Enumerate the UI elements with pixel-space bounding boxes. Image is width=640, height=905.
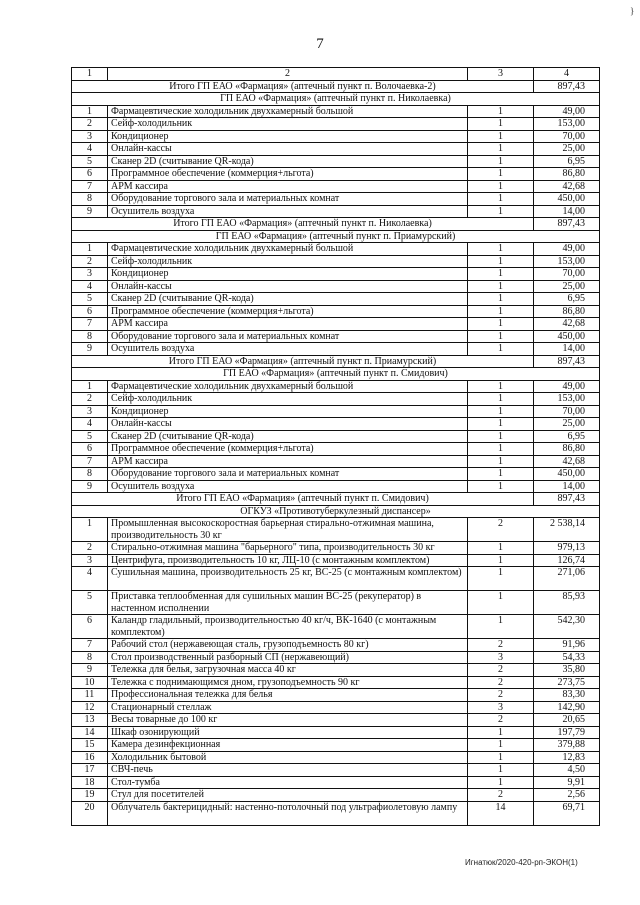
item-name: Кондиционер bbox=[108, 130, 468, 143]
item-quantity: 1 bbox=[468, 751, 534, 764]
item-price: 86,80 bbox=[534, 305, 600, 318]
item-price: 86,80 bbox=[534, 443, 600, 456]
total-price: 897,43 bbox=[534, 218, 600, 231]
total-price: 897,43 bbox=[534, 80, 600, 93]
table-row bbox=[72, 405, 600, 418]
item-price: 49,00 bbox=[534, 243, 600, 256]
item-quantity: 1 bbox=[468, 726, 534, 739]
item-price: 4,50 bbox=[534, 764, 600, 777]
item-quantity: 3 bbox=[468, 651, 534, 664]
table-row bbox=[72, 518, 600, 542]
item-quantity: 1 bbox=[468, 542, 534, 555]
item-price: 91,96 bbox=[534, 639, 600, 652]
item-quantity: 1 bbox=[468, 430, 534, 443]
item-price: 2 538,14 bbox=[534, 518, 600, 542]
table-row bbox=[72, 739, 600, 752]
row-number: 1 bbox=[72, 518, 108, 542]
item-quantity: 1 bbox=[468, 468, 534, 481]
item-quantity: 1 bbox=[468, 243, 534, 256]
table-row bbox=[72, 330, 600, 343]
row-number: 9 bbox=[72, 205, 108, 218]
item-quantity: 3 bbox=[468, 701, 534, 714]
header-col-4: 4 bbox=[534, 68, 600, 81]
table-row bbox=[72, 205, 600, 218]
item-name: Программное обеспечение (коммерция+льгота) bbox=[108, 168, 468, 181]
row-number: 8 bbox=[72, 330, 108, 343]
item-quantity: 1 bbox=[468, 405, 534, 418]
table-row bbox=[72, 801, 600, 825]
item-price: 6,95 bbox=[534, 293, 600, 306]
item-quantity: 1 bbox=[468, 305, 534, 318]
item-name: Сейф-холодильник bbox=[108, 118, 468, 131]
table-row bbox=[72, 443, 600, 456]
item-price: 86,80 bbox=[534, 168, 600, 181]
table-row bbox=[72, 318, 600, 331]
table-row bbox=[72, 676, 600, 689]
table-row bbox=[72, 789, 600, 802]
item-quantity: 2 bbox=[468, 789, 534, 802]
row-number: 1 bbox=[72, 243, 108, 256]
header-col-1: 1 bbox=[72, 68, 108, 81]
row-number: 12 bbox=[72, 701, 108, 714]
table-row bbox=[72, 651, 600, 664]
row-number: 10 bbox=[72, 676, 108, 689]
total-price: 897,43 bbox=[534, 355, 600, 368]
item-price: 450,00 bbox=[534, 193, 600, 206]
item-price: 25,00 bbox=[534, 280, 600, 293]
total-label: Итого ГП ЕАО «Фармация» (аптечный пункт п. Николаевка) bbox=[72, 218, 534, 231]
item-quantity: 2 bbox=[468, 639, 534, 652]
total-label: Итого ГП ЕАО «Фармация» (аптечный пункт п. Волочаевка-2) bbox=[72, 80, 534, 93]
item-name: Осушитель воздуха bbox=[108, 205, 468, 218]
item-price: 25,00 bbox=[534, 143, 600, 156]
item-price: 54,33 bbox=[534, 651, 600, 664]
row-number: 2 bbox=[72, 118, 108, 131]
row-number: 3 bbox=[72, 268, 108, 281]
section-title: ГП ЕАО «Фармация» (аптечный пункт п. Николаевка) bbox=[72, 93, 600, 106]
row-number: 15 bbox=[72, 739, 108, 752]
row-number: 4 bbox=[72, 567, 108, 591]
row-number: 5 bbox=[72, 591, 108, 615]
item-name: Фармацевтические холодильник двухкамерный большой bbox=[108, 105, 468, 118]
row-number: 3 bbox=[72, 130, 108, 143]
table-row bbox=[72, 615, 600, 639]
item-quantity: 1 bbox=[468, 205, 534, 218]
item-quantity: 1 bbox=[468, 193, 534, 206]
item-price: 979,13 bbox=[534, 542, 600, 555]
item-price: 35,80 bbox=[534, 664, 600, 677]
section-header-row bbox=[72, 230, 600, 243]
item-price: 83,30 bbox=[534, 689, 600, 702]
section-title: ОГКУЗ «Противотуберкулезный диспансер» bbox=[72, 505, 600, 518]
item-price: 9,91 bbox=[534, 776, 600, 789]
table-row bbox=[72, 305, 600, 318]
item-price: 153,00 bbox=[534, 393, 600, 406]
item-quantity: 1 bbox=[468, 739, 534, 752]
row-number: 5 bbox=[72, 430, 108, 443]
header-col-3: 3 bbox=[468, 68, 534, 81]
item-price: 14,00 bbox=[534, 205, 600, 218]
item-price: 70,00 bbox=[534, 405, 600, 418]
item-quantity: 14 bbox=[468, 801, 534, 825]
item-quantity: 1 bbox=[468, 255, 534, 268]
item-name: Центрифуга, производительность 10 кг, ЛЦ-10 (с монтажным комплектом) bbox=[108, 554, 468, 567]
section-header-row bbox=[72, 93, 600, 106]
item-name: Стационарный стеллаж bbox=[108, 701, 468, 714]
total-price: 897,43 bbox=[534, 493, 600, 506]
item-quantity: 1 bbox=[468, 418, 534, 431]
item-name: Сейф-холодильник bbox=[108, 393, 468, 406]
item-price: 20,65 bbox=[534, 714, 600, 727]
item-name: АРМ кассира bbox=[108, 455, 468, 468]
row-number: 8 bbox=[72, 193, 108, 206]
row-number: 6 bbox=[72, 168, 108, 181]
table-row bbox=[72, 726, 600, 739]
item-price: 85,93 bbox=[534, 591, 600, 615]
item-price: 142,90 bbox=[534, 701, 600, 714]
row-number: 5 bbox=[72, 155, 108, 168]
item-name: Оборудование торгового зала и материальных комнат bbox=[108, 468, 468, 481]
table-row bbox=[72, 591, 600, 615]
item-quantity: 1 bbox=[468, 455, 534, 468]
item-name: Фармацевтические холодильник двухкамерный большой bbox=[108, 243, 468, 256]
item-price: 2,56 bbox=[534, 789, 600, 802]
row-number: 11 bbox=[72, 689, 108, 702]
item-quantity: 2 bbox=[468, 676, 534, 689]
row-number: 3 bbox=[72, 554, 108, 567]
item-name: Весы товарные до 100 кг bbox=[108, 714, 468, 727]
total-label: Итого ГП ЕАО «Фармация» (аптечный пункт п. Приамурский) bbox=[72, 355, 534, 368]
item-quantity: 2 bbox=[468, 664, 534, 677]
item-quantity: 1 bbox=[468, 130, 534, 143]
item-name: Тележка с поднимающимся дном, грузоподъемность 90 кг bbox=[108, 676, 468, 689]
row-number: 18 bbox=[72, 776, 108, 789]
total-label: Итого ГП ЕАО «Фармация» (аптечный пункт п. Смидович) bbox=[72, 493, 534, 506]
table-row bbox=[72, 180, 600, 193]
item-price: 126,74 bbox=[534, 554, 600, 567]
table-row bbox=[72, 468, 600, 481]
item-name: Сушильная машина, производительность 25 кг, ВС-25 (с монтажным комплектом) bbox=[108, 567, 468, 591]
table-row bbox=[72, 293, 600, 306]
item-quantity: 1 bbox=[468, 554, 534, 567]
row-number: 13 bbox=[72, 714, 108, 727]
item-price: 42,68 bbox=[534, 318, 600, 331]
item-name: Кондиционер bbox=[108, 405, 468, 418]
table-row bbox=[72, 714, 600, 727]
item-name: Рабочий стол (нержавеющая сталь, грузоподъемность 80 кг) bbox=[108, 639, 468, 652]
item-quantity: 1 bbox=[468, 318, 534, 331]
item-name: Оборудование торгового зала и материальных комнат bbox=[108, 193, 468, 206]
item-name: Онлайн-кассы bbox=[108, 143, 468, 156]
table-row bbox=[72, 480, 600, 493]
item-price: 273,75 bbox=[534, 676, 600, 689]
item-name: Каландр гладильный, производительностью 40 кг/ч, ВК-1640 (с монтажным комплектом) bbox=[108, 615, 468, 639]
table-row bbox=[72, 455, 600, 468]
table-row bbox=[72, 280, 600, 293]
section-title: ГП ЕАО «Фармация» (аптечный пункт п. Приамурский) bbox=[72, 230, 600, 243]
table-row bbox=[72, 105, 600, 118]
table-row bbox=[72, 542, 600, 555]
table-row bbox=[72, 430, 600, 443]
item-price: 14,00 bbox=[534, 343, 600, 356]
table-row bbox=[72, 689, 600, 702]
section-header-row bbox=[72, 368, 600, 381]
item-quantity: 1 bbox=[468, 155, 534, 168]
row-number: 2 bbox=[72, 255, 108, 268]
row-number: 8 bbox=[72, 468, 108, 481]
item-name: Стул для посетителей bbox=[108, 789, 468, 802]
table-row bbox=[72, 664, 600, 677]
item-price: 450,00 bbox=[534, 468, 600, 481]
row-number: 7 bbox=[72, 639, 108, 652]
item-name: Онлайн-кассы bbox=[108, 418, 468, 431]
row-number: 4 bbox=[72, 280, 108, 293]
item-price: 49,00 bbox=[534, 105, 600, 118]
row-number: 7 bbox=[72, 318, 108, 331]
item-name: Сканер 2D (считывание QR-кода) bbox=[108, 430, 468, 443]
item-quantity: 2 bbox=[468, 714, 534, 727]
total-row bbox=[72, 493, 600, 506]
table-row bbox=[72, 243, 600, 256]
row-number: 16 bbox=[72, 751, 108, 764]
item-price: 70,00 bbox=[534, 268, 600, 281]
item-name: Стол производственный разборный СП (нержавеющий) bbox=[108, 651, 468, 664]
table-row bbox=[72, 554, 600, 567]
item-quantity: 1 bbox=[468, 168, 534, 181]
item-name: Холодильник бытовой bbox=[108, 751, 468, 764]
table-row bbox=[72, 143, 600, 156]
table-row bbox=[72, 751, 600, 764]
item-price: 542,30 bbox=[534, 615, 600, 639]
item-quantity: 1 bbox=[468, 764, 534, 777]
row-number: 9 bbox=[72, 343, 108, 356]
row-number: 8 bbox=[72, 651, 108, 664]
item-name: Онлайн-кассы bbox=[108, 280, 468, 293]
item-price: 379,88 bbox=[534, 739, 600, 752]
item-quantity: 1 bbox=[468, 180, 534, 193]
item-price: 69,71 bbox=[534, 801, 600, 825]
table-row bbox=[72, 418, 600, 431]
row-number: 17 bbox=[72, 764, 108, 777]
table-row bbox=[72, 155, 600, 168]
item-price: 450,00 bbox=[534, 330, 600, 343]
item-price: 25,00 bbox=[534, 418, 600, 431]
page-number: 7 bbox=[316, 36, 324, 52]
item-quantity: 1 bbox=[468, 380, 534, 393]
item-price: 6,95 bbox=[534, 155, 600, 168]
table-row bbox=[72, 393, 600, 406]
table-row bbox=[72, 701, 600, 714]
row-number: 6 bbox=[72, 615, 108, 639]
item-price: 197,79 bbox=[534, 726, 600, 739]
total-row bbox=[72, 355, 600, 368]
item-quantity: 1 bbox=[468, 293, 534, 306]
item-name: Программное обеспечение (коммерция+льгота) bbox=[108, 443, 468, 456]
row-number: 9 bbox=[72, 480, 108, 493]
table-row bbox=[72, 639, 600, 652]
table-row bbox=[72, 268, 600, 281]
table-row bbox=[72, 764, 600, 777]
header-col-2: 2 bbox=[108, 68, 468, 81]
item-quantity: 1 bbox=[468, 105, 534, 118]
table-row bbox=[72, 255, 600, 268]
section-title: ГП ЕАО «Фармация» (аптечный пункт п. Смидович) bbox=[72, 368, 600, 381]
row-number: 20 bbox=[72, 801, 108, 825]
row-number: 9 bbox=[72, 664, 108, 677]
item-name: Камера дезинфекционная bbox=[108, 739, 468, 752]
table-header-row bbox=[72, 68, 600, 81]
row-number: 19 bbox=[72, 789, 108, 802]
item-name: Фармацевтические холодильник двухкамерный большой bbox=[108, 380, 468, 393]
item-quantity: 1 bbox=[468, 118, 534, 131]
item-price: 6,95 bbox=[534, 430, 600, 443]
item-name: СВЧ-печь bbox=[108, 764, 468, 777]
item-quantity: 1 bbox=[468, 591, 534, 615]
item-name: Шкаф озонирующий bbox=[108, 726, 468, 739]
item-name: АРМ кассира bbox=[108, 180, 468, 193]
item-quantity: 1 bbox=[468, 480, 534, 493]
item-quantity: 2 bbox=[468, 689, 534, 702]
item-name: Профессиональная тележка для белья bbox=[108, 689, 468, 702]
item-name: Промышленная высокоскоростная барьерная стирально-отжимная машина, производительность 30 кг bbox=[108, 518, 468, 542]
row-number: 1 bbox=[72, 105, 108, 118]
item-quantity: 1 bbox=[468, 330, 534, 343]
item-quantity: 1 bbox=[468, 443, 534, 456]
item-name: Оборудование торгового зала и материальных комнат bbox=[108, 330, 468, 343]
item-price: 42,68 bbox=[534, 455, 600, 468]
table-row bbox=[72, 118, 600, 131]
table-row bbox=[72, 130, 600, 143]
item-quantity: 1 bbox=[468, 615, 534, 639]
row-number: 2 bbox=[72, 393, 108, 406]
row-number: 6 bbox=[72, 305, 108, 318]
item-name: Кондиционер bbox=[108, 268, 468, 281]
item-price: 271,06 bbox=[534, 567, 600, 591]
item-name: Программное обеспечение (коммерция+льгота) bbox=[108, 305, 468, 318]
table-row bbox=[72, 193, 600, 206]
row-number: 14 bbox=[72, 726, 108, 739]
item-price: 153,00 bbox=[534, 118, 600, 131]
item-price: 14,00 bbox=[534, 480, 600, 493]
item-quantity: 1 bbox=[468, 567, 534, 591]
item-name: Стол-тумба bbox=[108, 776, 468, 789]
item-name: Осушитель воздуха bbox=[108, 480, 468, 493]
item-name: Облучатель бактерицидный: настенно-потолочный под ультрафиолетовую лампу bbox=[108, 801, 468, 825]
item-price: 49,00 bbox=[534, 380, 600, 393]
item-name: АРМ кассира bbox=[108, 318, 468, 331]
section-header-row bbox=[72, 505, 600, 518]
table-row bbox=[72, 776, 600, 789]
margin-mark: } bbox=[630, 6, 635, 16]
row-number: 7 bbox=[72, 455, 108, 468]
table-row bbox=[72, 343, 600, 356]
item-quantity: 1 bbox=[468, 776, 534, 789]
row-number: 2 bbox=[72, 542, 108, 555]
document-code: Игнатюк/2020-420-рп-ЭКОН(1) bbox=[465, 858, 578, 867]
table-row bbox=[72, 567, 600, 591]
item-name: Сканер 2D (считывание QR-кода) bbox=[108, 293, 468, 306]
row-number: 6 bbox=[72, 443, 108, 456]
item-quantity: 1 bbox=[468, 343, 534, 356]
row-number: 4 bbox=[72, 418, 108, 431]
item-name: Сейф-холодильник bbox=[108, 255, 468, 268]
item-price: 70,00 bbox=[534, 130, 600, 143]
total-row bbox=[72, 80, 600, 93]
item-name: Осушитель воздуха bbox=[108, 343, 468, 356]
total-row bbox=[72, 218, 600, 231]
row-number: 7 bbox=[72, 180, 108, 193]
item-name: Сканер 2D (считывание QR-кода) bbox=[108, 155, 468, 168]
item-price: 42,68 bbox=[534, 180, 600, 193]
table-row bbox=[72, 380, 600, 393]
equipment-table bbox=[71, 67, 600, 826]
item-quantity: 1 bbox=[468, 280, 534, 293]
item-quantity: 1 bbox=[468, 143, 534, 156]
item-price: 12,83 bbox=[534, 751, 600, 764]
row-number: 3 bbox=[72, 405, 108, 418]
item-quantity: 2 bbox=[468, 518, 534, 542]
item-price: 153,00 bbox=[534, 255, 600, 268]
item-name: Приставка теплообменная для сушильных машин ВС-25 (рекуператор) в настенном исполнении bbox=[108, 591, 468, 615]
item-name: Стирально-отжимная машина "барьерного" типа, производительность 30 кг bbox=[108, 542, 468, 555]
row-number: 5 bbox=[72, 293, 108, 306]
table-row bbox=[72, 168, 600, 181]
item-quantity: 1 bbox=[468, 268, 534, 281]
row-number: 4 bbox=[72, 143, 108, 156]
row-number: 1 bbox=[72, 380, 108, 393]
item-quantity: 1 bbox=[468, 393, 534, 406]
item-name: Тележка для белья, загрузочная масса 40 кг bbox=[108, 664, 468, 677]
